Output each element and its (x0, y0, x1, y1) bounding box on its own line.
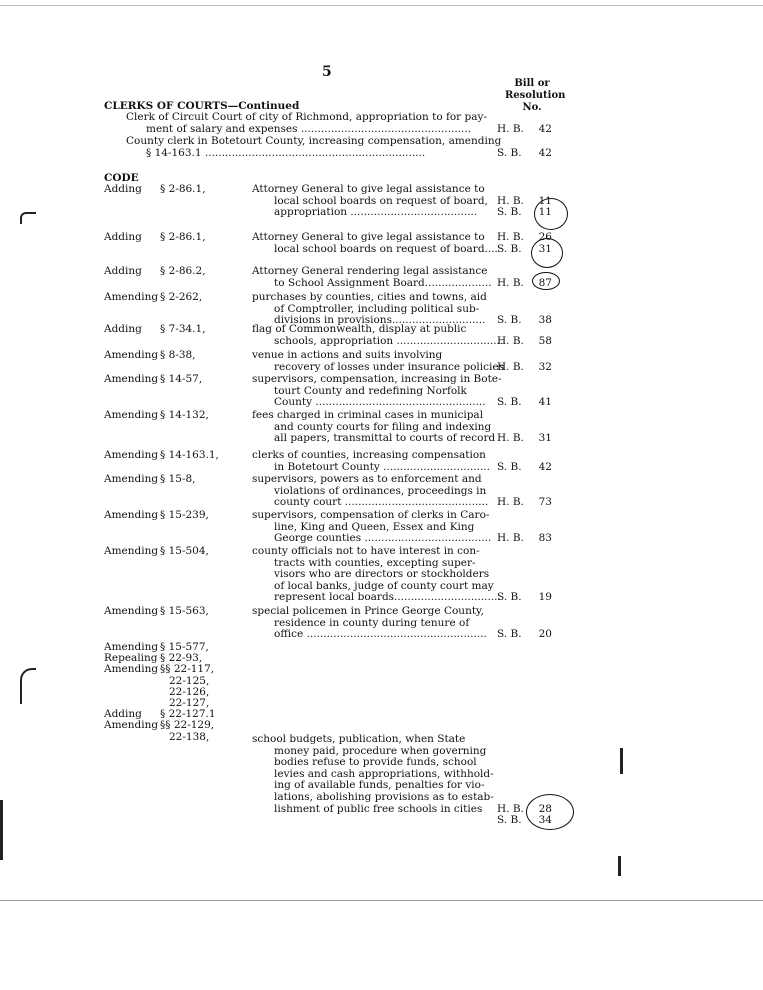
code-description-line: Attorney General rendering legal assistance (252, 265, 488, 277)
code-action: Amending (104, 663, 159, 676)
code-action: Adding (104, 265, 142, 277)
bill-type: S. B. (497, 814, 522, 827)
code-section: 22-125, (169, 674, 210, 687)
bill-number: 20 (538, 628, 552, 641)
bill-number: 38 (538, 314, 552, 327)
margin-mark (620, 748, 623, 774)
code-description-line: of Comptroller, including political sub- (274, 302, 480, 315)
bill-type: H. B. (497, 276, 524, 289)
code-description-line: of local banks, judge of county court may (274, 579, 494, 592)
bill-type: S. B. (497, 628, 522, 641)
bill-type: H. B. (497, 360, 524, 373)
code-section: 22-138, (169, 730, 210, 743)
code-section: § 15-563, (160, 605, 209, 617)
code-description-line: county officials not to have interest in con- (252, 545, 480, 557)
code-section: § 7-34.1, (160, 323, 206, 335)
code-description-line: county court ........................................... (274, 496, 489, 509)
bill-type: S. B. (497, 242, 522, 255)
bill-type: S. B. (497, 591, 522, 604)
column-header-line: Resolution (505, 90, 566, 101)
code-action: Adding (104, 323, 142, 335)
code-action: Amending (104, 509, 159, 521)
code-section: § 2-86.2, (160, 265, 206, 277)
code-description-line: school budgets, publication, when State (252, 733, 466, 745)
bill-type: H. B. (497, 802, 524, 815)
bill-type: H. B. (497, 334, 524, 347)
top-scan-edge (0, 5, 763, 6)
code-section: § 22-127.1 (160, 708, 216, 721)
code-description-line: special policemen in Prince George County, (252, 605, 484, 617)
bill-type: S. B. (497, 314, 522, 327)
bill-type: H. B. (497, 496, 524, 509)
code-action: Amending (104, 291, 159, 303)
code-description-line: violations of ordinances, proceedings in (274, 484, 487, 497)
code-description-line: office ...................................................... (274, 628, 487, 641)
code-description-line: fees charged in criminal cases in municipal (252, 409, 484, 421)
code-section: § 2-86.1, (160, 183, 206, 195)
code-section: 22-126, (169, 685, 210, 698)
code-action: Amending (104, 409, 159, 421)
entry-line: § 14-163.1 .................................................................. (146, 147, 426, 159)
code-description-line: in Botetourt County ................................ (274, 460, 490, 473)
handwritten-circle (532, 272, 560, 290)
code-description-line: levies and cash appropriations, withhold- (274, 767, 494, 780)
code-description-line: tourt County and redefining Norfolk (274, 384, 467, 397)
handwritten-circle (526, 794, 574, 830)
bill-number: 31 (538, 242, 552, 255)
code-description-line: all papers, transmittal to courts of record (274, 432, 496, 445)
code-section: § 2-262, (160, 291, 203, 303)
code-action: Amending (104, 641, 159, 653)
bill-number: 11 (538, 206, 552, 219)
code-description-line: lations, abolishing provisions as to estab- (274, 791, 494, 803)
code-description-line: George counties ...................................... (274, 532, 492, 545)
margin-mark (618, 856, 621, 876)
code-description-line: recovery of losses under insurance policies (274, 360, 504, 373)
bill-number: 83 (538, 532, 552, 545)
code-description-line: County ................................................... (274, 396, 486, 409)
code-description-line: tracts with counties, excepting super- (274, 556, 476, 569)
code-action: Amending (104, 719, 159, 732)
code-action: Amending (104, 545, 159, 557)
code-description-line: residence in county during tenure of (274, 616, 470, 629)
bill-number: 19 (538, 591, 552, 604)
code-section: § 2-86.1, (160, 231, 206, 243)
code-action: Amending (104, 349, 159, 361)
code-description-line: supervisors, powers as to enforcement and (252, 473, 482, 485)
code-section: § 22-93, (160, 652, 203, 665)
code-action: Amending (104, 605, 159, 617)
column-header (505, 78, 566, 114)
bill-number: 42 (538, 147, 552, 159)
code-action: Repealing (104, 652, 158, 665)
code-description-line: venue in actions and suits involving (252, 349, 443, 361)
punch-mark-icon (20, 668, 36, 704)
code-action: Adding (104, 231, 142, 243)
code-description-line: and county courts for filing and indexing (274, 420, 492, 433)
bill-number: 41 (538, 396, 552, 409)
code-description-line: line, King and Queen, Essex and King (274, 520, 475, 533)
handwritten-circle (531, 238, 563, 268)
bill-type: S. B. (497, 460, 522, 473)
bill-number: 58 (538, 334, 552, 347)
code-section: § 15-239, (160, 509, 209, 521)
bill-number: 32 (538, 360, 552, 373)
code-description-line: lishment of public free schools in cities (274, 802, 483, 815)
bill-type: H. B. (497, 231, 524, 243)
bill-type: H. B. (497, 532, 524, 545)
code-section: § 8-38, (160, 349, 196, 361)
bill-number: 73 (538, 496, 552, 509)
code-action: Amending (104, 373, 159, 385)
code-description-line: local school boards on request of board.... (274, 242, 498, 255)
code-description-line: bodies refuse to provide funds, school (274, 756, 477, 769)
code-section: §§ 22-129, (160, 719, 215, 732)
entry-line: Clerk of Circuit Court of city of Richmond, appropriation to for pay- (126, 111, 488, 123)
bill-number: 31 (538, 432, 552, 445)
binding-edge (0, 800, 3, 860)
bill-type: H. B. (497, 123, 524, 135)
bill-number: 28 (538, 802, 552, 815)
bill-number: 42 (538, 460, 552, 473)
column-header-line: No. (522, 102, 542, 113)
code-description-line: ing of available funds, penalties for vio- (274, 779, 485, 792)
code-description-line: represent local boards................................ (274, 591, 501, 604)
code-description-line: Attorney General to give legal assistance to (252, 183, 485, 195)
entry-line: ment of salary and expenses ................................................... (146, 123, 472, 135)
code-description-line: supervisors, compensation of clerks in Caro- (252, 509, 490, 521)
bill-type: S. B. (497, 396, 522, 409)
code-description-line: Attorney General to give legal assistance to (252, 231, 485, 243)
bill-type: S. B. (497, 206, 522, 219)
bill-number: 34 (538, 814, 552, 827)
code-section: § 14-57, (160, 373, 203, 385)
bottom-scan-edge (0, 900, 763, 901)
code-action: Adding (104, 708, 142, 721)
code-description-line: schools, appropriation ................................ (274, 334, 504, 347)
code-description-line: to School Assignment Board.................... (274, 276, 492, 289)
bill-type: S. B. (497, 147, 522, 159)
code-section: § 14-163.1, (160, 449, 219, 461)
bill-number: 87 (538, 276, 552, 289)
code-action: Adding (104, 183, 142, 195)
code-action: Amending (104, 473, 159, 485)
code-section: 22-127, (169, 697, 210, 709)
bill-type: H. B. (497, 194, 524, 207)
handwritten-circle (534, 194, 568, 230)
bill-number: 26 (538, 231, 552, 243)
entry-line: County clerk in Botetourt County, increasing compensation, amending (126, 135, 502, 147)
bill-number: 11 (538, 194, 552, 207)
code-description-line: visors who are directors or stockholders (274, 568, 490, 581)
code-description-line: money paid, procedure when governing (274, 744, 487, 757)
code-description-line: divisions in provisions............................ (274, 314, 486, 327)
code-description-line: appropriation ...................................... (274, 206, 478, 219)
code-description-line: flag of Commonwealth, display at public (252, 323, 467, 335)
code-description-line: purchases by counties, cities and towns, aid (252, 291, 487, 303)
bill-type: H. B. (497, 432, 524, 445)
code-section: § 15-504, (160, 545, 209, 557)
punch-mark-icon (20, 212, 36, 224)
bill-number: 42 (538, 123, 552, 135)
section-title: CLERKS OF COURTS—Continued (104, 100, 300, 112)
page-number: 5 (322, 64, 332, 80)
code-section: § 15-577, (160, 641, 209, 653)
code-description-line: clerks of counties, increasing compensation (252, 449, 486, 461)
code-section: § 14-132, (160, 409, 209, 421)
code-description-line: supervisors, compensation, increasing in Bote- (252, 373, 502, 385)
column-header-line: Bill or (514, 78, 550, 89)
code-description-line: local school boards on request of board, (274, 194, 488, 207)
code-action: Amending (104, 449, 159, 461)
section-title: CODE (104, 172, 139, 184)
code-section: §§ 22-117, (160, 663, 215, 676)
code-section: § 15-8, (160, 473, 196, 485)
